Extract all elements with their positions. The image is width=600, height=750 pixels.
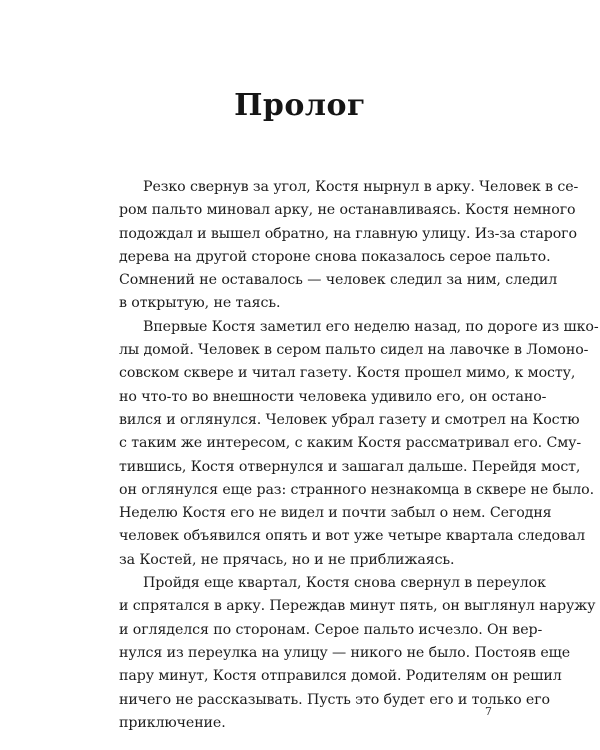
text-line: за Костей, не прячась, но и не приближаясь. — [119, 551, 455, 568]
text-line: Сомнений не оставалось — человек следил за ним, следил — [119, 272, 558, 289]
text-line: человек объявился опять и вот уже четыре квартала следовал — [119, 528, 586, 545]
text-line: Впервые Костя заметил его неделю назад, по дороге из шко- — [143, 318, 599, 335]
text-line: в открытую, не таясь. — [119, 295, 281, 312]
text-line: он оглянулся еще раз: странного незнакомца в сквере не было. — [119, 481, 594, 498]
text-line: Неделю Костя его не видел и почти забыл о нем. Сегодня — [119, 505, 552, 522]
text-line: тившись, Костя отвернулся и зашагал дальше. Перейдя мост, — [119, 458, 581, 475]
text-line: ром пальто миновал арку, не останавливаясь. Костя немного — [119, 202, 576, 219]
text-line: подождал и вышел обратно, на главную улицу. Из-за старого — [119, 225, 577, 242]
text-line: Резко свернув за угол, Костя нырнул в арку. Человек в се- — [143, 179, 579, 195]
text-line: дерева на другой стороне снова показалось серое пальто. — [119, 248, 551, 265]
text-line: и огляделся по сторонам. Серое пальто исчезло. Он вер- — [119, 621, 543, 638]
text-line: лы домой. Человек в сером пальто сидел на лавочке в Ломоно- — [119, 342, 589, 359]
paragraph — [119, 572, 596, 735]
paragraph — [119, 316, 599, 572]
text-line: приключение. — [119, 714, 226, 731]
paragraph — [119, 176, 579, 316]
text-line: но что-то во внешности человека удивило его, он останo- — [119, 388, 547, 405]
text-line: пару минут, Костя отправился домой. Родителям он решил — [119, 668, 562, 685]
text-line: ничего не рассказывать. Пусть это будет его и только его — [119, 691, 550, 708]
chapter-body — [119, 176, 599, 735]
text-line: вился и оглянулся. Человек убрал газету и смотрел на Костю — [119, 411, 580, 428]
text-line: совском сквере и читал газету. Костя прошел мимо, к мосту, — [119, 365, 576, 382]
chapter-title: Пролог — [234, 88, 366, 123]
text-line: нулся из переулка на улицу — никого не было. Постояв еще — [119, 644, 571, 661]
page-number: 7 — [485, 705, 492, 718]
text-line: с таким же интересом, с каким Костя рассматривал его. Сму- — [119, 435, 582, 452]
text-line: Пройдя еще квартал, Костя снова свернул в переулок — [143, 575, 546, 592]
text-line: и спрятался в арку. Переждав минут пять, он выглянул наружу — [119, 598, 596, 615]
